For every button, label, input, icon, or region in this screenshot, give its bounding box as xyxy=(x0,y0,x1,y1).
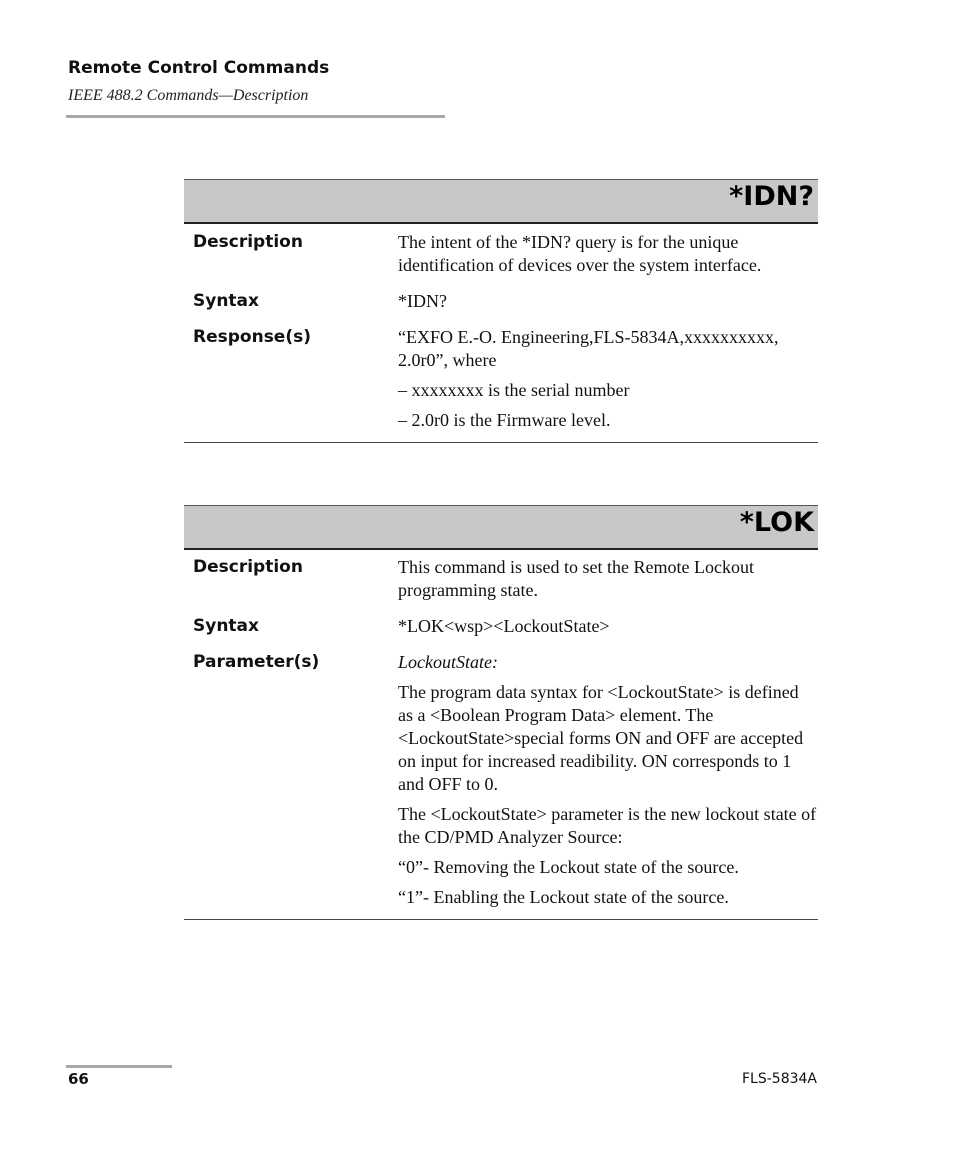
command-body xyxy=(184,550,818,920)
row-paragraph: This command is used to set the Remote Lockout programming state. xyxy=(398,557,754,600)
running-header-title: Remote Control Commands xyxy=(68,58,330,78)
row-value xyxy=(398,231,818,284)
row-paragraph: – 2.0r0 is the Firmware level. xyxy=(398,410,611,430)
row-paragraph: The program data syntax for <LockoutState> is defined as a <Boolean Program Data> element. The <LockoutState>special forms ON and OFF are accepted on input for increased readibility. ON corresponds to 1 and OFF to 0. xyxy=(398,682,804,794)
row-paragraph: – xxxxxxxx is the serial number xyxy=(398,380,630,400)
row-paragraph: The intent of the *IDN? query is for the unique identification of devices over the system interface. xyxy=(398,232,762,275)
footer-model: FLS-5834A xyxy=(742,1071,817,1087)
command-name: *LOK xyxy=(739,507,814,538)
command-table-lok xyxy=(184,505,818,920)
running-header-subtitle: IEEE 488.2 Commands—Description xyxy=(68,87,309,104)
row-label: Syntax xyxy=(193,616,259,636)
page-number: 66 xyxy=(68,1070,89,1088)
row-paragraph: “0”- Removing the Lockout state of the source. xyxy=(398,857,739,877)
header-rule xyxy=(66,115,445,118)
command-header-bar xyxy=(184,505,818,550)
row-value xyxy=(398,326,818,432)
row-label: Description xyxy=(193,232,303,252)
row-responses xyxy=(184,326,818,432)
row-paragraph: “1”- Enabling the Lockout state of the source. xyxy=(398,887,729,907)
row-value xyxy=(398,615,818,645)
row-value xyxy=(398,556,818,609)
command-table-idn xyxy=(184,179,818,443)
command-name: *IDN? xyxy=(729,181,814,212)
row-label: Response(s) xyxy=(193,327,311,347)
row-label: Syntax xyxy=(193,291,259,311)
row-value xyxy=(398,651,818,909)
row-label: Parameter(s) xyxy=(193,652,320,672)
row-description xyxy=(184,556,818,609)
row-label: Description xyxy=(193,557,303,577)
row-paragraph: The <LockoutState> parameter is the new lockout state of the CD/PMD Analyzer Source: xyxy=(398,804,817,847)
parameter-name: LockoutState: xyxy=(398,652,498,672)
row-syntax xyxy=(184,290,818,320)
row-description xyxy=(184,231,818,284)
row-parameters xyxy=(184,651,818,909)
command-header-bar xyxy=(184,179,818,224)
row-paragraph: *IDN? xyxy=(398,291,447,311)
row-value xyxy=(398,290,818,320)
row-paragraph: “EXFO E.-O. Engineering,FLS-5834A,xxxxxxxxxx, 2.0r0”, where xyxy=(398,327,779,370)
footer-rule xyxy=(66,1065,172,1068)
row-paragraph: *LOK<wsp><LockoutState> xyxy=(398,616,610,636)
command-body xyxy=(184,224,818,443)
row-syntax xyxy=(184,615,818,645)
